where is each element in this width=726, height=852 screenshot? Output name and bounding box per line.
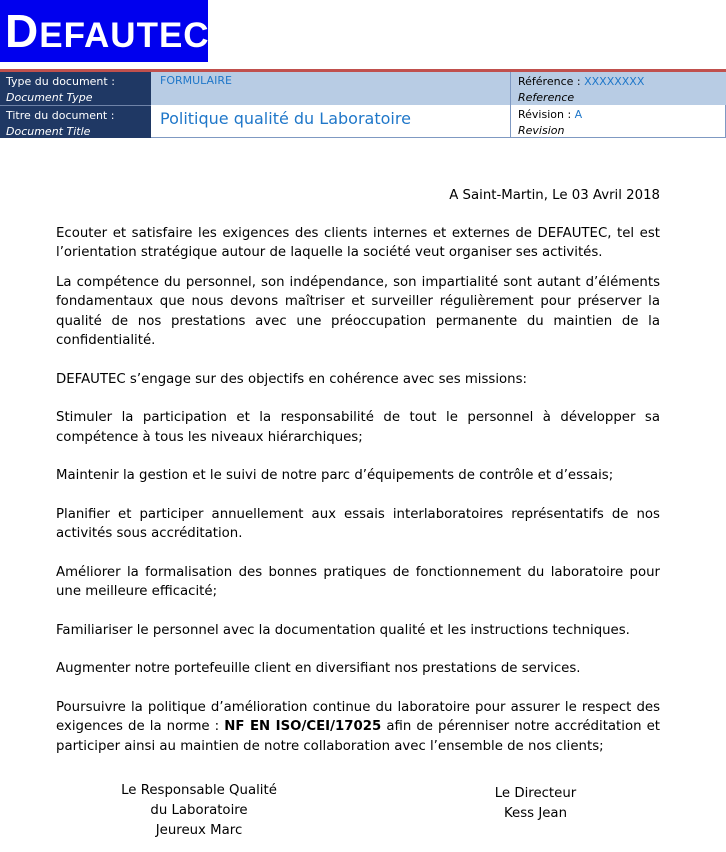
logo-first-letter: D [5, 5, 40, 57]
final-paragraph-start: Poursuivre la politique d’amélioration continue du laboratoire pour assurer le respect des exigences de la norme : [56, 699, 660, 734]
document-header-table [0, 72, 726, 138]
reference-label: Référence : [518, 75, 585, 88]
paragraph: DEFAUTEC s’engage sur des objectifs en cohérence avec ses missions: [56, 371, 528, 387]
revision-label-en: Revision [518, 124, 565, 137]
paragraph: Familiariser le personnel avec la documentation qualité et les instructions techniques. [56, 622, 630, 638]
director-signature [478, 784, 593, 824]
signature-role: Le Responsable Qualité [121, 783, 277, 798]
logo-rest: EFAUTEC [39, 15, 210, 55]
type-label-cell [0, 72, 151, 105]
signature-role-line2: du Laboratoire [150, 803, 248, 818]
type-value-cell [151, 72, 511, 105]
title-value-cell [151, 105, 511, 138]
final-paragraph [56, 698, 660, 757]
signature-role: Le Directeur [494, 786, 577, 801]
title-label-cell [0, 105, 151, 138]
paragraph: Planifier et participer annuellement aux essais interlaboratoires représentatifs de nos activités sous accréditation. [56, 506, 660, 541]
paragraph: La compétence du personnel, son indépendance, son impartialité sont autant d’éléments fondamentaux que nous devons maîtriser et surveiller régulièrement pour préserver la qualité de nos prestations avec une préoccupation permanente du maintien de la confidentialité. [56, 274, 660, 348]
type-label-en: Document Type [6, 91, 93, 104]
reference-value: XXXXXXXX [584, 75, 645, 88]
paragraph: Ecouter et satisfaire les exigences des clients internes et externes de DEFAUTEC, tel est l’orientation stratégique autour de laquelle la société veut organiser ses activités. [56, 225, 660, 260]
document-title: Politique qualité du Laboratoire [160, 109, 411, 128]
paragraph: Améliorer la formalisation des bonnes pratiques de fonctionnement du laboratoire pour une meilleure efficacité; [56, 564, 660, 599]
document-date: A Saint-Martin, Le 03 Avril 2018 [449, 188, 660, 203]
norm-reference: NF EN ISO/CEI/17025 [224, 719, 382, 734]
quality-manager-signature [114, 781, 284, 841]
paragraph: Augmenter notre portefeuille client en diversifiant nos prestations de services. [56, 661, 581, 676]
signature-name: Kess Jean [504, 806, 567, 821]
paragraph: Stimuler la participation et la responsabilité de tout le personnel à développer sa compétence à tous les niveaux hiérarchiques; [56, 410, 660, 445]
company-logo [0, 0, 208, 62]
type-value: FORMULAIRE [160, 74, 232, 87]
reference-cell [511, 72, 726, 105]
type-label: Type du document : [6, 75, 115, 88]
document-body [56, 186, 660, 775]
revision-cell [511, 105, 726, 138]
signature-name: Jeureux Marc [155, 823, 243, 838]
revision-label: Révision : [518, 108, 575, 121]
revision-value: A [574, 108, 583, 121]
reference-label-en: Reference [518, 91, 575, 104]
paragraph: Maintenir la gestion et le suivi de notre parc d’équipements de contrôle et d’essais; [56, 468, 614, 483]
title-label-en: Document Title [6, 125, 91, 138]
final-paragraph-end: afin de pérenniser notre accréditation et participer ainsi au maintien de notre collaboration avec l’ensemble de nos clients; [56, 719, 660, 754]
title-label: Titre du document : [6, 109, 115, 122]
